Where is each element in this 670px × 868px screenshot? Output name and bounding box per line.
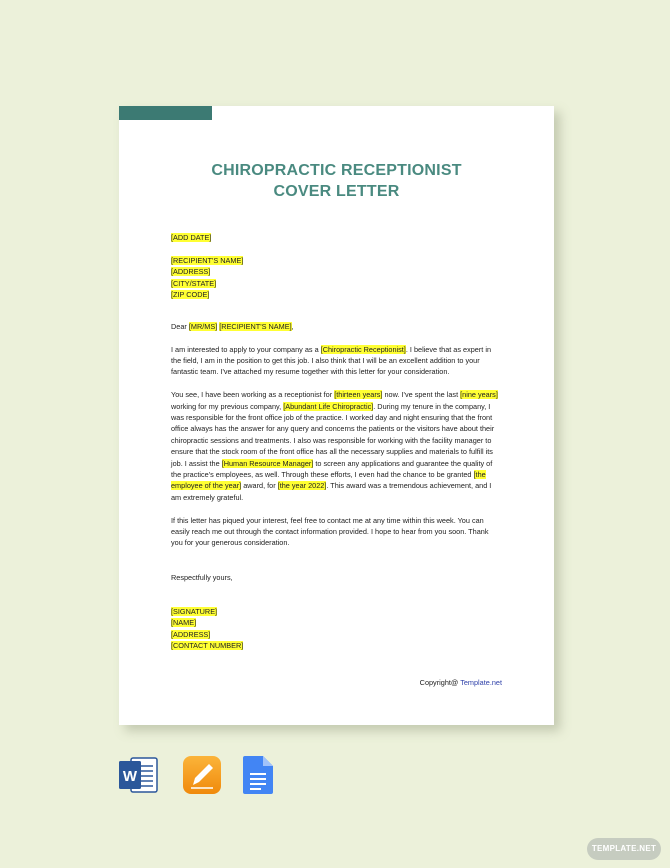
address-placeholder: [ADDRESS] — [171, 267, 211, 277]
name-placeholder: [NAME] — [171, 618, 197, 628]
contact-number-placeholder: [CONTACT NUMBER] — [171, 641, 244, 651]
copyright-notice: Copyright@ Template.net — [419, 678, 502, 687]
title-line-2: COVER LETTER — [273, 183, 400, 200]
paragraph-2: You see, I have been working as a receptionist for [thirteen years] now. I've spent the last [nine years] working for my previous company, [Abundant Life Chiropractic]. During my tenure in the company, I was responsible for the front office job of the practice. I worked day and night ensuring that the front office always has the answer for any query and concerns the patients or the visitors have about their chiropractic sessions and treatments. I also was responsible for working with the facility manager to ensure that the stock room of the front office has all the necessary supplies and materials to fulfill its job. I assist the [Human Resource Manager] to screen any applications and guarantee the quality of the practice's employees, as well. Through these efforts, I even had the chance to be granted [the employee of the year] award, for [the year 2022]. This award was a tremendous achievement, and I am extremely grateful. — [171, 390, 498, 502]
accent-bar — [119, 106, 212, 120]
letter-page — [119, 106, 554, 725]
previous-years-placeholder: [nine years] — [460, 390, 498, 400]
letter-title — [119, 160, 554, 202]
manager-placeholder: [Human Resource Manager] — [221, 458, 314, 468]
city-state-placeholder: [CITY/STATE] — [171, 278, 217, 288]
paragraph-1: I am interested to apply to your company as a [Chiropractic Receptionist]. I believe that as expert in the field, I am in the position to get this job. I also think that I will be an excellent addition to your fantastic team. I've attached my resume together with this letter for your consideration. — [171, 344, 492, 377]
template-link[interactable]: Template.net — [460, 678, 502, 687]
word-icon[interactable] — [119, 756, 159, 796]
template-net-badge[interactable]: TEMPLATE.NET — [587, 838, 661, 860]
years-placeholder: [thirteen years] — [334, 390, 383, 400]
zip-code-placeholder: [ZIP CODE] — [171, 290, 210, 300]
add-date-placeholder: [ADD DATE] — [171, 233, 212, 242]
position-placeholder: [Chiropractic Receptionist] — [320, 344, 406, 354]
mr-ms-placeholder: [MR/MS] — [188, 321, 218, 331]
closing: Respectfully yours, — [171, 572, 233, 582]
salutation-name-placeholder: [RECIPIENT'S NAME] — [219, 321, 292, 331]
award-placeholder: [the employee of the year] — [171, 470, 486, 491]
salutation: Dear [MR/MS] [RECIPIENT'S NAME], — [171, 321, 294, 331]
paragraph-3: If this letter has piqued your interest, feel free to contact me at any time within this week. You can easily reach me out through the contact information provided. I hope to hear from you soon. Thank you for your generous consideration. — [171, 515, 489, 548]
google-docs-icon[interactable] — [241, 756, 281, 796]
previous-company-placeholder: [Abundant Life Chiropractic] — [283, 401, 374, 411]
recipient-name-placeholder: [RECIPIENT'S NAME] — [171, 255, 244, 265]
award-year-placeholder: [the year 2022] — [277, 481, 327, 491]
letter-body — [171, 232, 501, 651]
svg-text:W: W — [122, 768, 138, 785]
sender-address-placeholder: [ADDRESS] — [171, 629, 211, 639]
pages-icon[interactable] — [182, 756, 222, 796]
signature-placeholder: [SIGNATURE] — [171, 606, 218, 616]
title-line-1: CHIROPRACTIC RECEPTIONIST — [211, 162, 462, 179]
